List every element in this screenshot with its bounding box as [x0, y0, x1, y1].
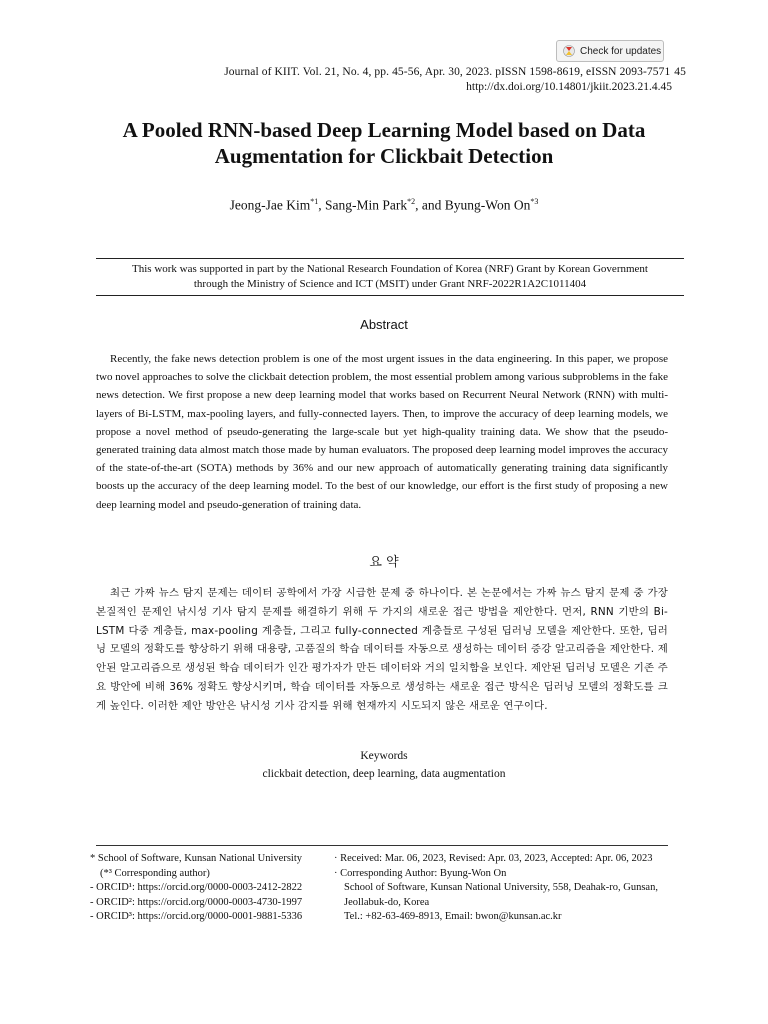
received-dates: · Received: Mar. 06, 2023, Revised: Apr. 03, 2023, Accepted: Apr. 06, 2023	[334, 853, 653, 864]
crossmark-icon	[563, 45, 575, 57]
author-affiliation-mark: *1	[310, 197, 319, 206]
check-for-updates-button[interactable]	[556, 40, 664, 62]
doi-link[interactable]: http://dx.doi.org/10.14801/jkiit.2023.21.4.45	[466, 81, 672, 93]
footnotes-right	[334, 852, 674, 925]
journal-info: Journal of KIIT. Vol. 21, No. 4, pp. 45-56, Apr. 30, 2023. pISSN 1598-8619, eISSN 2093-7571	[224, 66, 671, 78]
author-address-2: Jeollabuk-do, Korea	[344, 896, 430, 908]
korean-abstract-heading: 요 약	[369, 555, 399, 570]
footnotes-left	[90, 852, 330, 925]
funding-line-1: This work was supported in part by the National Research Foundation of Korea (NRF) Grant by Korean Government	[132, 263, 648, 275]
title-line-2: Augmentation for Clickbait Detection	[214, 144, 554, 168]
check-for-updates-label: Check for updates	[580, 45, 662, 57]
footnote-divider	[96, 845, 668, 846]
corresponding-author: · Corresponding Author: Byung-Won On	[334, 867, 507, 879]
paper-title	[90, 117, 678, 169]
author-separator: ,	[318, 197, 326, 213]
orcid-line[interactable]: - ORCID¹: https://orcid.org/0000-0003-2412-2822	[90, 882, 303, 893]
journal-citation	[224, 66, 686, 78]
author-affiliation-mark: *2	[407, 197, 416, 206]
abstract-heading: Abstract	[360, 317, 408, 332]
author-affiliation-mark: *3	[530, 197, 539, 206]
korean-abstract-body: 최근 가짜 뉴스 탐지 문제는 데이터 공학에서 가장 시급한 문제 중 하나이다. 본 논문에서는 가짜 뉴스 탐지 문제 중 가장 본질적인 문제인 낚시성 기사 탐지 문제를 해결하기 위해 두 가지의 새로운 접근 방법을 제안한다. 먼저, RNN 기반의 Bi-LSTM 다중 계층들, max-pooling 계층들, 그리고 fully-connected 계층들로 구성된 딥러닝 모델을 제안한다. 또한, 딥러닝 모델의 정확도를 향상하기 위해 대용량, 고품질의 학습 데이터를 자동으로 생성하는 데이터 증강 알고리즘을 제안한다. 제안된 알고리즘으로 생성된 학습 데이터가 인간 평가자가 만든 데이터와 거의 일치함을 보인다. 제안된 딥러닝 모델은 기존 주요 방안에 비해 36% 정확도 향상시키며, 학습 데이터를 자동으로 생성하는 새로운 접근 방식은 딥러닝 모델의 정확도를 크게 높인다. 이러한 제안 방안은 낚시성 기사 감지를 위해 현재까지 시도되지 않은 새로운 연구이다.	[96, 587, 668, 712]
author-name: Sang-Min Park	[325, 197, 408, 213]
author-address-1: School of Software, Kunsan National University, 558, Deahak-ro, Gunsan,	[344, 882, 658, 893]
page-number: 45	[674, 66, 686, 78]
corresponding-note: (*³ Corresponding author)	[100, 867, 210, 879]
title-line-1: A Pooled RNN-based Deep Learning Model based on Data	[122, 118, 646, 142]
orcid-line[interactable]: - ORCID³: https://orcid.org/0000-0001-9881-5336	[90, 911, 303, 922]
keywords-list: clickbait detection, deep learning, data augmentation	[262, 768, 506, 780]
author-separator: , and	[415, 197, 445, 213]
author-contact: Tel.: +82-63-469-8913, Email: bwon@kunsan.ac.kr	[344, 911, 562, 922]
author-name: Byung-Won On	[444, 197, 531, 213]
keywords-heading: Keywords	[360, 750, 408, 762]
affiliation-note: * School of Software, Kunsan National University	[90, 853, 303, 864]
funding-line-2: through the Ministry of Science and ICT (MSIT) under Grant NRF-2022R1A2C1011404	[193, 278, 587, 290]
author-name: Jeong-Jae Kim	[229, 197, 311, 213]
funding-note	[96, 258, 684, 296]
author-list	[90, 197, 678, 214]
orcid-line[interactable]: - ORCID²: https://orcid.org/0000-0003-4730-1997	[90, 896, 303, 908]
abstract-body: Recently, the fake news detection problem is one of the most urgent issues in the data engineering. In this paper, we propose two novel approaches to solve the clickbait detection problem, the most essential problem among various subproblems in the fake news detection. We first propose a new deep learning model that works based on Recurrent Neural Network (RNN) with multi-layers of Bi-LSTM, max-pooling layers, and fully-connected layers. Then, to improve the accuracy of deep learning models, we propose a novel method of pseudo-generating the large-scale but yet high-quality training data. We show that the pseudo-generated training data almost match those made by human evaluators. The proposed deep learning model improves the accuracy of the state-of-the-art (SOTA) methods by 36% and our new approach of automatically generating training data significantly boosts up the accuracy of the deep learning model. To the best of our knowledge, our effort is the first study of proposing a new deep learning model and pseudo-generation of training data.	[96, 353, 668, 511]
